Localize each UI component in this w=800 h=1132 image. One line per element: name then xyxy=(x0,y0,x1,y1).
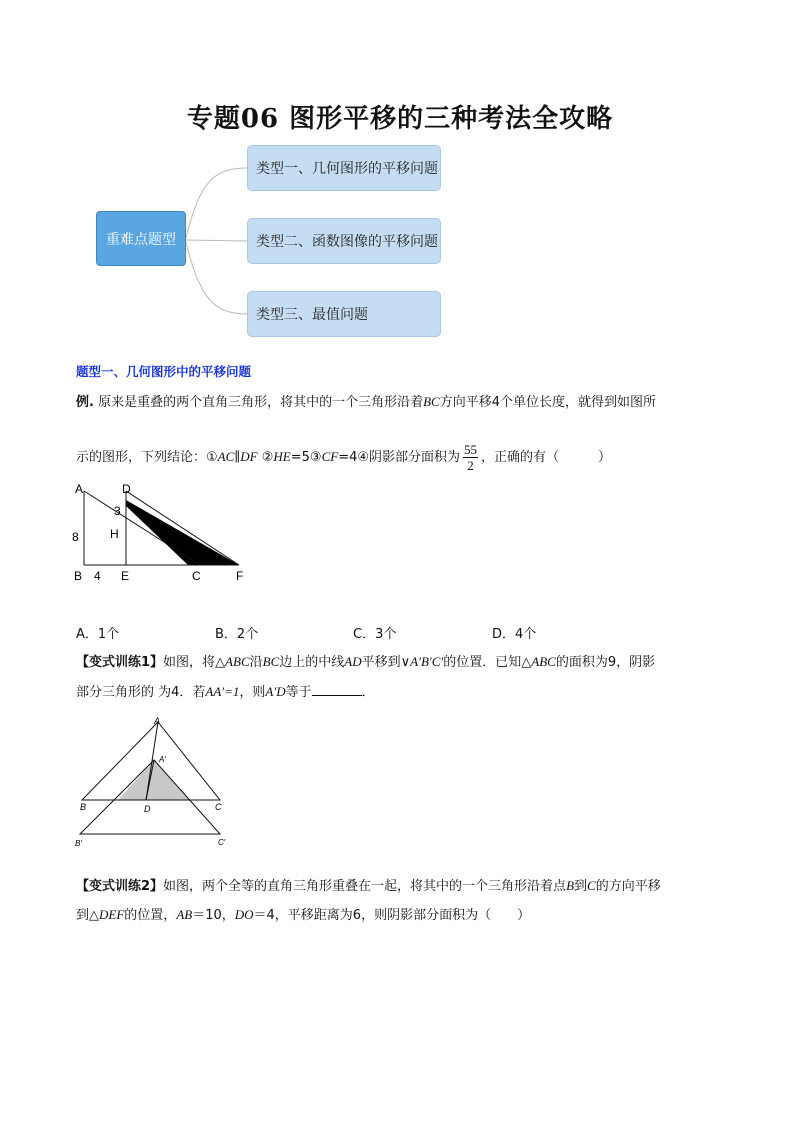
text: 平移到 xyxy=(361,655,401,670)
fraction-numerator: 55 xyxy=(464,442,478,457)
variant1-label: 【变式训练1】 xyxy=(76,655,164,670)
math: AD xyxy=(344,654,362,669)
math: △ABC xyxy=(521,654,556,669)
text: 等于 xyxy=(285,685,312,700)
label-C: C xyxy=(192,569,201,583)
text: ． xyxy=(361,685,375,700)
text: 的位置．已知 xyxy=(443,655,522,670)
mindmap-branch-type2: 类型二、函数图像的平移问题 xyxy=(247,218,441,264)
mindmap-branch-type3: 类型三、最值问题 xyxy=(247,291,441,337)
figure-translated-triangles xyxy=(64,480,264,586)
mindmap-connectors xyxy=(0,0,800,400)
text: 到 xyxy=(76,908,90,923)
text: 原来是重叠的两个直角三角形，将其中的一个三角形沿着 xyxy=(98,395,424,410)
text: 的方向平移 xyxy=(595,879,661,894)
label-A: A xyxy=(154,716,161,726)
text: 的面积为9，阴影 xyxy=(555,655,656,670)
fraction-denominator: 2 xyxy=(467,458,474,473)
variant1-line-1 xyxy=(76,652,655,673)
label-3: 3 xyxy=(114,504,121,518)
text: 示的图形，下列结论：① xyxy=(76,450,218,465)
label-D: D xyxy=(122,482,131,496)
label-A: A xyxy=(75,482,84,496)
variant2-line-2 xyxy=(76,905,530,926)
variant2-label: 【变式训练2】 xyxy=(76,879,164,894)
label-D: D xyxy=(144,804,151,814)
math: CF xyxy=(321,449,339,464)
option-d[interactable]: D．4个 xyxy=(492,627,537,642)
label-4: 4 xyxy=(94,569,101,583)
option-a[interactable]: A．1个 xyxy=(76,627,120,642)
text: 到 xyxy=(574,879,588,894)
math: HE xyxy=(273,449,291,464)
math: △DEF xyxy=(89,907,125,922)
text: 如图，两个全等的直角三角形重叠在一起，将其中的一个三角形沿着点 xyxy=(163,879,567,894)
text: =4④阴影部分面积为 xyxy=(338,450,461,465)
label-E: E xyxy=(121,569,130,583)
text: ＝10， xyxy=(192,908,235,923)
math: ∨A′B′C′ xyxy=(400,654,444,669)
math: AB xyxy=(176,907,193,922)
label-F: F xyxy=(236,569,244,583)
answer-blank[interactable] xyxy=(312,682,362,696)
label-H: H xyxy=(110,527,119,541)
example-line-2 xyxy=(76,442,611,473)
math: AA′=1 xyxy=(205,684,240,699)
text: ，则 xyxy=(239,685,266,700)
text: 如图，将 xyxy=(163,655,216,670)
text: ，正确的有（ ） xyxy=(481,450,612,465)
text: 边上的中线 xyxy=(279,655,345,670)
math: △ABC xyxy=(215,654,250,669)
option-b[interactable]: B．2个 xyxy=(215,627,259,642)
mindmap-branch-type1: 类型一、几何图形的平移问题 xyxy=(247,145,441,191)
label-B-prime: B′ xyxy=(75,839,82,848)
section-heading: 题型一、几何图形中的平移问题 xyxy=(76,364,252,379)
math: C xyxy=(587,878,596,893)
label-C: C xyxy=(215,802,222,812)
label-B: B xyxy=(74,569,83,583)
label-A-prime: A′ xyxy=(159,755,166,764)
label-C-prime: C′ xyxy=(218,838,226,847)
text: 沿 xyxy=(249,655,263,670)
page-title: 专题06 图形平移的三种考法全攻略 xyxy=(186,104,614,134)
variant1-line-2 xyxy=(76,682,375,703)
math: BC xyxy=(262,654,280,669)
fraction xyxy=(463,442,478,473)
math: AC∥DF xyxy=(217,449,258,464)
text: ② xyxy=(261,450,274,465)
math: A′D xyxy=(265,684,286,699)
math: DO xyxy=(234,907,254,922)
example-label: 例. xyxy=(76,395,94,410)
text: 部分三角形的 为4．若 xyxy=(76,685,206,700)
label-8: 8 xyxy=(72,530,79,544)
math: B xyxy=(566,878,575,893)
example-line-1 xyxy=(76,392,656,413)
text: 方向平移4个单位长度，就得到如图所 xyxy=(439,395,657,410)
math: BC xyxy=(423,394,440,409)
text: =5③ xyxy=(290,450,322,465)
mindmap-center-node: 重难点题型 xyxy=(96,211,186,266)
shaded-region xyxy=(126,500,239,565)
variant2-line-1 xyxy=(76,876,661,897)
figure-median-translation xyxy=(70,712,240,852)
label-B: B xyxy=(80,802,87,812)
text: 的位置， xyxy=(124,908,177,923)
shaded-triangle xyxy=(118,760,190,800)
text: ＝4，平移距离为6，则阴影部分面积为（ ） xyxy=(253,908,531,923)
option-c[interactable]: C．3个 xyxy=(353,627,397,642)
